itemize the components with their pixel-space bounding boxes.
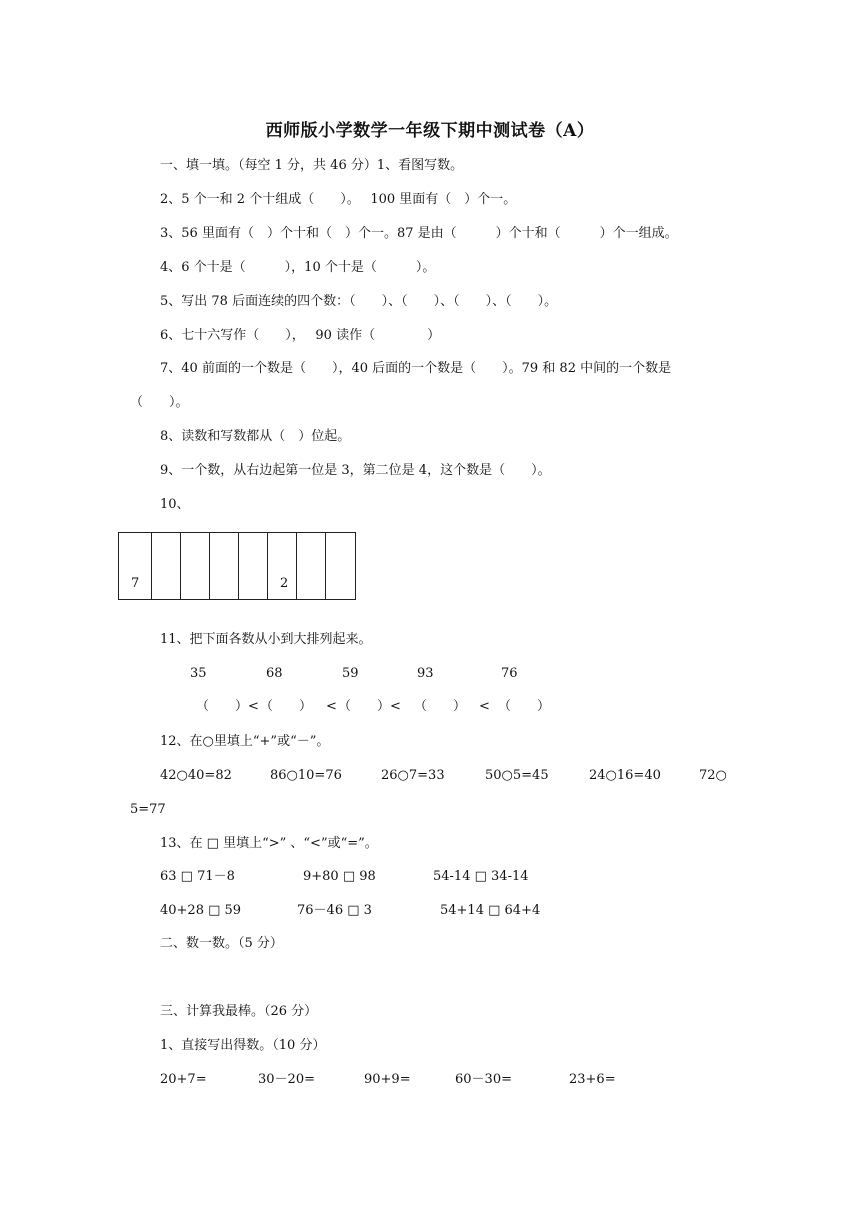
q11-answer-blank[interactable]: （ ） bbox=[498, 699, 551, 714]
q12-item-wrap: 5=77 bbox=[130, 802, 166, 817]
question-8: 8、读数和写数都从（ ）位起。 bbox=[160, 429, 351, 444]
grid-cell bbox=[210, 533, 239, 599]
question-5: 5、写出 78 后面连续的四个数：（ ）、（ ）、（ ）、（ ）。 bbox=[160, 294, 558, 309]
grid-cell: 7 bbox=[119, 533, 152, 599]
q12-item: 86○10=76 bbox=[270, 768, 342, 783]
q11-answer-blank[interactable]: （ ）< bbox=[338, 699, 401, 714]
section-one-heading: 一、填一填。（每空 1 分，共 46 分）1、看图写数。 bbox=[160, 158, 464, 173]
q13-item: 9+80 □ 98 bbox=[303, 869, 376, 884]
question-4: 4、6 个十是（ ），10 个十是（ ）。 bbox=[160, 260, 436, 275]
grid-cell bbox=[239, 533, 268, 599]
question-6: 6、七十六写作（ ）， 90 读作（ ） bbox=[160, 328, 441, 343]
question-3: 3、56 里面有（ ）个十和（ ）个一。87 是由（ ）个十和（ ）个一组成。 bbox=[160, 226, 678, 241]
page-title: 西师版小学数学一年级下期中测试卷（A） bbox=[265, 121, 595, 141]
grid-cell bbox=[297, 533, 326, 599]
q11-answer-blank[interactable]: （ ） bbox=[414, 699, 467, 714]
grid-cell bbox=[152, 533, 181, 599]
q11-answer-blank[interactable]: （ ） bbox=[260, 699, 313, 714]
question-10: 10、 bbox=[160, 497, 190, 512]
calc-item: 30－20= bbox=[258, 1072, 315, 1087]
q13-item: 54+14 □ 64+4 bbox=[440, 903, 541, 918]
q11-number: 76 bbox=[501, 666, 518, 681]
q13-item: 40+28 □ 59 bbox=[160, 903, 242, 918]
section-three-part-1: 1、直接写出得数。（10 分） bbox=[160, 1038, 326, 1053]
calc-item: 20+7= bbox=[160, 1072, 207, 1087]
grid-cell: 2 bbox=[268, 533, 297, 599]
q12-item: 24○16=40 bbox=[589, 768, 661, 783]
q12-item: 26○7=33 bbox=[381, 768, 445, 783]
question-9: 9、一个数，从右边起第一位是 3，第二位是 4，这个数是（ ）。 bbox=[160, 463, 551, 478]
grid-cell bbox=[181, 533, 210, 599]
place-value-grid bbox=[118, 532, 356, 600]
q11-answer-blank[interactable]: （ ）< bbox=[196, 699, 259, 714]
q11-less-than: < bbox=[326, 699, 337, 714]
question-2: 2、5 个一和 2 个十组成（ ）。 100 里面有（ ）个一。 bbox=[160, 192, 517, 207]
calc-item: 23+6= bbox=[569, 1072, 616, 1087]
q11-number: 35 bbox=[190, 666, 207, 681]
q13-item: 76－46 □ 3 bbox=[297, 903, 372, 918]
grid-cell bbox=[326, 533, 355, 599]
q12-item: 50○5=45 bbox=[485, 768, 549, 783]
calc-item: 90+9= bbox=[364, 1072, 411, 1087]
calc-item: 60－30= bbox=[455, 1072, 512, 1087]
q11-number: 68 bbox=[266, 666, 283, 681]
question-7-continued: （ ）。 bbox=[130, 395, 189, 410]
question-7: 7、40 前面的一个数是（ ），40 后面的一个数是（ ）。79 和 82 中间的一个数是 bbox=[160, 361, 672, 376]
q12-item: 72○ bbox=[699, 768, 727, 783]
question-11: 11、把下面各数从小到大排列起来。 bbox=[160, 632, 372, 647]
q13-item: 63 □ 71－8 bbox=[160, 869, 235, 884]
question-13: 13、在 □ 里填上“>” 、“<”或“=”。 bbox=[160, 836, 378, 851]
section-two-heading: 二、数一数。（5 分） bbox=[160, 936, 283, 951]
q12-item: 42○40=82 bbox=[160, 768, 232, 783]
section-three-heading: 三、计算我最棒。（26 分） bbox=[160, 1004, 318, 1019]
question-12: 12、在○里填上“+”或“－”。 bbox=[160, 734, 330, 749]
q11-number: 93 bbox=[417, 666, 434, 681]
q13-item: 54-14 □ 34-14 bbox=[433, 869, 529, 884]
q11-number: 59 bbox=[342, 666, 359, 681]
q11-less-than: < bbox=[479, 699, 490, 714]
